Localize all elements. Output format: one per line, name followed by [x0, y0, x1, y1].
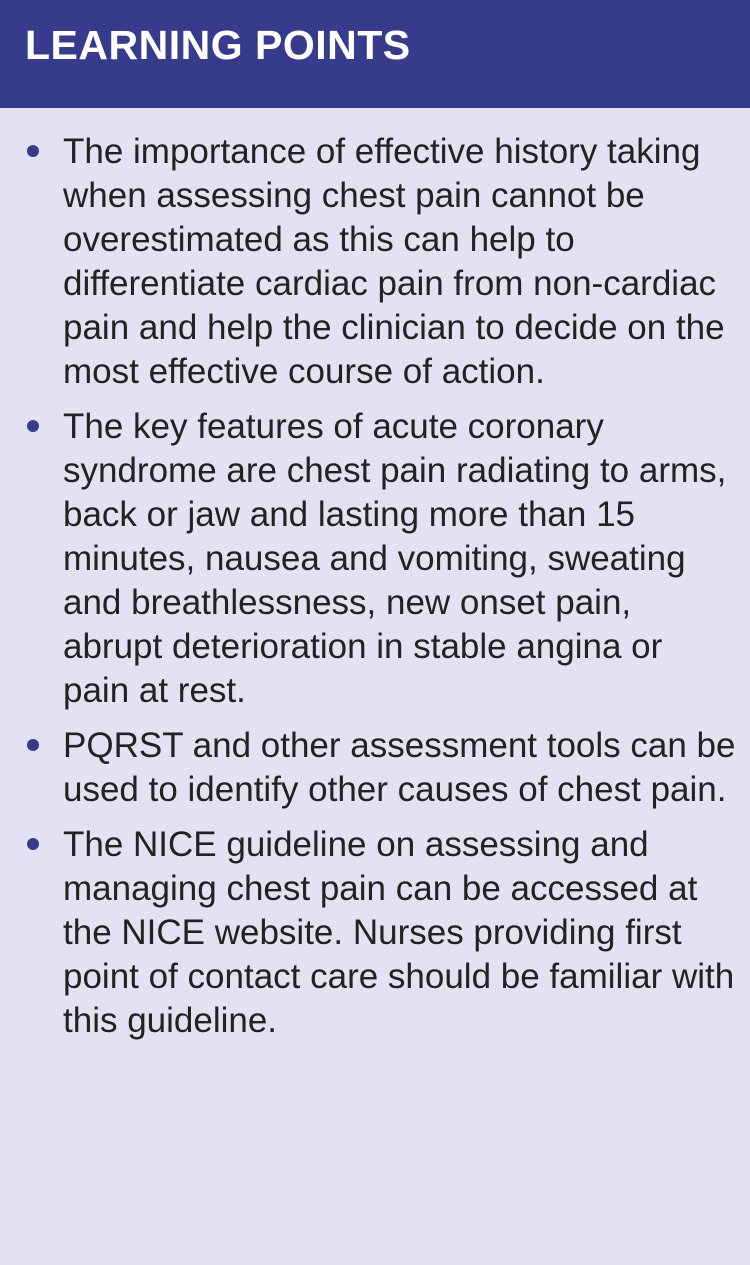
bullet-icon	[27, 420, 39, 432]
learning-points-header	[0, 0, 750, 108]
list-item-text: The key features of acute coronary syndrome are chest pain radiating to arms, back or jaw and lasting more than 15 minutes, nausea and vomiting, sweating and breathlessness, new onset pain, abrupt deterioration in stable angina or pain at rest.	[63, 407, 727, 710]
bullet-icon	[27, 145, 39, 157]
learning-points-list	[0, 108, 750, 1043]
list-item-text: PQRST and other assessment tools can be used to identify other causes of chest pain.	[63, 726, 736, 809]
learning-points-title: LEARNING POINTS	[25, 22, 411, 68]
list-item-text: The NICE guideline on assessing and managing chest pain can be accessed at the NICE website. Nurses providing first point of contact care should be familiar with this guideline.	[63, 825, 735, 1040]
bullet-icon	[27, 838, 39, 850]
bullet-icon	[27, 739, 39, 751]
list-item	[0, 405, 750, 713]
list-item	[0, 130, 750, 394]
list-item	[0, 823, 750, 1043]
list-item-text: The importance of effective history taking when assessing chest pain cannot be overestimated as this can help to differentiate cardiac pain from non-cardiac pain and help the clinician to decide on the most effective course of action.	[63, 132, 725, 391]
list-item	[0, 724, 750, 812]
